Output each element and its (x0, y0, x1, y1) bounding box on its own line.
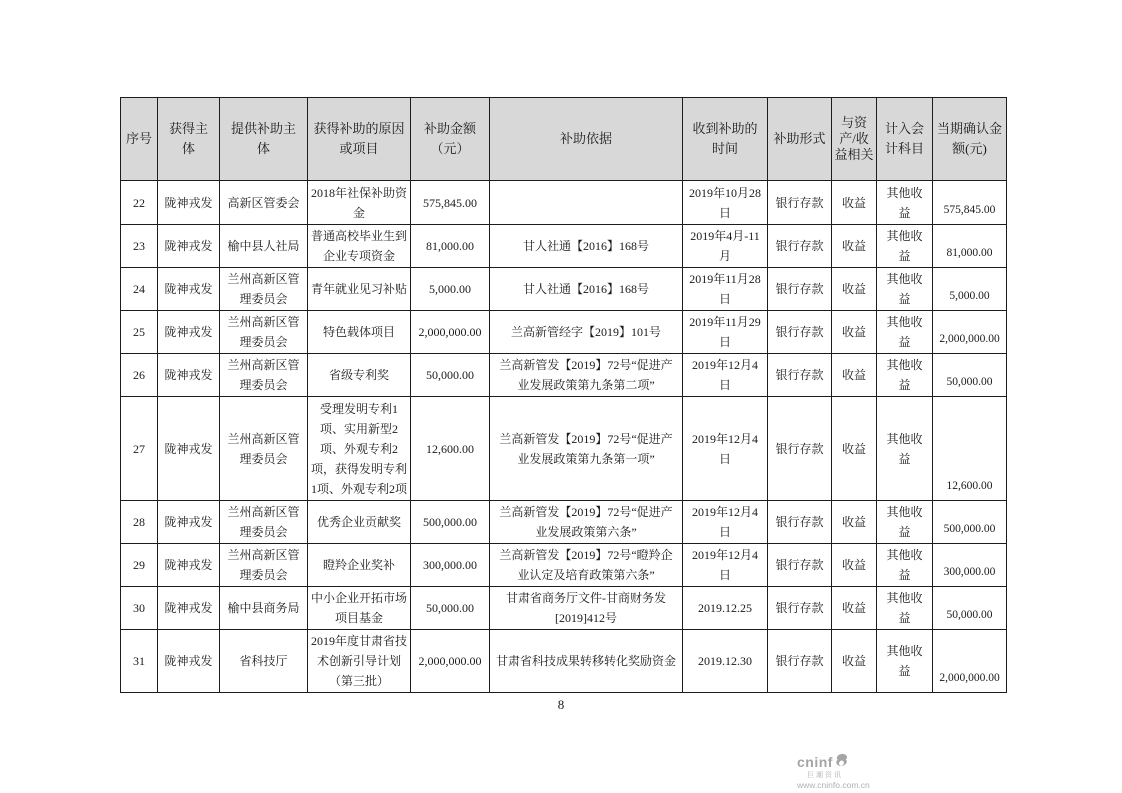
table-cell: 兰高新管发【2019】72号“瞪羚企业认定及培育政策第六条” (490, 544, 683, 587)
table-cell: 收益 (832, 397, 877, 501)
table-row (121, 225, 1007, 268)
table-cell: 陇神戎发 (158, 225, 220, 268)
table-cell: 收益 (832, 225, 877, 268)
table-cell: 银行存款 (768, 501, 832, 544)
table-cell: 兰州高新区管理委员会 (220, 354, 308, 397)
table-cell: 陇神戎发 (158, 587, 220, 630)
table-cell: 22 (121, 181, 158, 225)
table-cell: 其他收益 (877, 544, 933, 587)
table-cell: 收益 (832, 630, 877, 693)
table-cell: 银行存款 (768, 544, 832, 587)
table-cell: 特色载体项目 (308, 311, 411, 354)
table-cell: 12,600.00 (933, 397, 1007, 501)
cninfo-logo-subtitle: 巨潮资讯 (807, 771, 843, 779)
page-number: 8 (557, 697, 565, 712)
table-cell: 收益 (832, 587, 877, 630)
table-cell: 其他收益 (877, 501, 933, 544)
table-cell: 24 (121, 268, 158, 311)
table-cell: 28 (121, 501, 158, 544)
table-cell: 陇神戎发 (158, 397, 220, 501)
table-cell: 50,000.00 (933, 354, 1007, 397)
table-row (121, 587, 1007, 630)
table-row (121, 311, 1007, 354)
table-cell: 575,845.00 (411, 181, 490, 225)
table-cell: 300,000.00 (933, 544, 1007, 587)
table-cell: 2,000,000.00 (411, 311, 490, 354)
table-cell: 收益 (832, 544, 877, 587)
table-cell: 2019年12月4日 (683, 544, 768, 587)
table-cell: 81,000.00 (933, 225, 1007, 268)
table-cell: 50,000.00 (411, 354, 490, 397)
table-cell: 其他收益 (877, 587, 933, 630)
table-cell: 收益 (832, 354, 877, 397)
table-cell: 其他收益 (877, 181, 933, 225)
table-cell: 50,000.00 (933, 587, 1007, 630)
table-cell: 2019年度甘肃省技术创新引导计划（第三批） (308, 630, 411, 693)
table-cell: 29 (121, 544, 158, 587)
table-cell: 中小企业开拓市场项目基金 (308, 587, 411, 630)
table-cell: 12,600.00 (411, 397, 490, 501)
table-cell: 普通高校毕业生到企业专项资金 (308, 225, 411, 268)
column-header: 计入会计科目 (877, 98, 933, 181)
table-row (121, 501, 1007, 544)
table-cell: 26 (121, 354, 158, 397)
table-cell: 其他收益 (877, 268, 933, 311)
table-cell: 2,000,000.00 (933, 630, 1007, 693)
table-cell: 兰州高新区管理委员会 (220, 501, 308, 544)
table-cell: 81,000.00 (411, 225, 490, 268)
table-cell: 5,000.00 (411, 268, 490, 311)
table-cell: 兰高新管发【2019】72号“促进产业发展政策第六条” (490, 501, 683, 544)
table-cell: 50,000.00 (411, 587, 490, 630)
table-cell: 省级专利奖 (308, 354, 411, 397)
table-cell: 2,000,000.00 (933, 311, 1007, 354)
column-header: 补助金额（元） (411, 98, 490, 181)
table-cell: 2019年4月-11月 (683, 225, 768, 268)
table-cell: 榆中县人社局 (220, 225, 308, 268)
table-row (121, 268, 1007, 311)
table-row (121, 181, 1007, 225)
table-cell: 受理发明专利1项、实用新型2项、外观专利2项，获得发明专利1项、外观专利2项 (308, 397, 411, 501)
table-cell: 收益 (832, 181, 877, 225)
table-cell: 兰州高新区管理委员会 (220, 268, 308, 311)
table-cell: 2019.12.25 (683, 587, 768, 630)
table-cell: 500,000.00 (933, 501, 1007, 544)
table-cell: 2,000,000.00 (411, 630, 490, 693)
table-cell: 银行存款 (768, 181, 832, 225)
cninfo-logo-text: cninf (797, 753, 833, 770)
table-cell: 27 (121, 397, 158, 501)
table-cell: 收益 (832, 501, 877, 544)
table-cell: 23 (121, 225, 158, 268)
table-cell: 2019年11月29日 (683, 311, 768, 354)
table-cell: 500,000.00 (411, 501, 490, 544)
table-cell: 其他收益 (877, 311, 933, 354)
table-cell: 兰州高新区管理委员会 (220, 544, 308, 587)
table-cell: 31 (121, 630, 158, 693)
subsidy-table (120, 97, 1007, 693)
table-cell: 陇神戎发 (158, 544, 220, 587)
table-cell: 兰高新管经字【2019】101号 (490, 311, 683, 354)
table-cell: 300,000.00 (411, 544, 490, 587)
table-cell: 30 (121, 587, 158, 630)
table-cell: 银行存款 (768, 268, 832, 311)
table-cell: 甘肃省科技成果转移转化奖励资金 (490, 630, 683, 693)
table-cell: 陇神戎发 (158, 501, 220, 544)
table-cell: 兰高新管发【2019】72号“促进产业发展政策第九条第一项” (490, 397, 683, 501)
table-cell: 2019.12.30 (683, 630, 768, 693)
table-cell: 陇神戎发 (158, 311, 220, 354)
table-cell: 优秀企业贡献奖 (308, 501, 411, 544)
table-body (121, 181, 1007, 693)
cninfo-logo (797, 753, 870, 791)
table-cell: 甘人社通【2016】168号 (490, 225, 683, 268)
table-cell: 陇神戎发 (158, 354, 220, 397)
table-cell: 2019年12月4日 (683, 354, 768, 397)
table-cell: 2019年11月28日 (683, 268, 768, 311)
table-cell: 兰高新管发【2019】72号“促进产业发展政策第九条第二项” (490, 354, 683, 397)
table-cell: 收益 (832, 311, 877, 354)
table-cell: 兰州高新区管理委员会 (220, 397, 308, 501)
table-cell: 其他收益 (877, 354, 933, 397)
table-cell: 575,845.00 (933, 181, 1007, 225)
table-header-row (121, 98, 1007, 181)
table-cell: 陇神戎发 (158, 630, 220, 693)
column-header: 提供补助主体 (220, 98, 308, 181)
table-cell: 25 (121, 311, 158, 354)
table-cell: 瞪羚企业奖补 (308, 544, 411, 587)
column-header: 与资产/收益相关 (832, 98, 877, 181)
table-cell: 榆中县商务局 (220, 587, 308, 630)
table-cell (490, 181, 683, 225)
table-cell: 高新区管委会 (220, 181, 308, 225)
table-cell: 其他收益 (877, 630, 933, 693)
table-cell: 银行存款 (768, 630, 832, 693)
table-cell: 青年就业见习补贴 (308, 268, 411, 311)
column-header: 获得补助的原因或项目 (308, 98, 411, 181)
table-cell: 省科技厅 (220, 630, 308, 693)
table-row (121, 630, 1007, 693)
table-cell: 其他收益 (877, 225, 933, 268)
table-cell: 银行存款 (768, 587, 832, 630)
table-cell: 甘肃省商务厅文件-甘商财务发[2019]412号 (490, 587, 683, 630)
table-cell: 银行存款 (768, 311, 832, 354)
column-header: 补助依据 (490, 98, 683, 181)
column-header: 当期确认金额(元) (933, 98, 1007, 181)
table-cell: 收益 (832, 268, 877, 311)
column-header: 获得主体 (158, 98, 220, 181)
table-cell: 2018年社保补助资金 (308, 181, 411, 225)
table-cell: 陇神戎发 (158, 181, 220, 225)
table-cell: 2019年12月4日 (683, 501, 768, 544)
table-cell: 其他收益 (877, 397, 933, 501)
table-row (121, 397, 1007, 501)
table-cell: 陇神戎发 (158, 268, 220, 311)
cninfo-logo-url: www.cninfo.com.cn (797, 780, 870, 791)
table-cell: 银行存款 (768, 354, 832, 397)
table-cell: 兰州高新区管理委员会 (220, 311, 308, 354)
table-cell: 甘人社通【2016】168号 (490, 268, 683, 311)
table-cell: 银行存款 (768, 397, 832, 501)
column-header: 收到补助的时间 (683, 98, 768, 181)
cninfo-swirl-icon (834, 753, 849, 772)
table-row (121, 354, 1007, 397)
table-cell: 银行存款 (768, 225, 832, 268)
table-cell: 2019年12月4日 (683, 397, 768, 501)
column-header: 序号 (121, 98, 158, 181)
table-cell: 2019年10月28日 (683, 181, 768, 225)
table-row (121, 544, 1007, 587)
column-header: 补助形式 (768, 98, 832, 181)
table-cell: 5,000.00 (933, 268, 1007, 311)
